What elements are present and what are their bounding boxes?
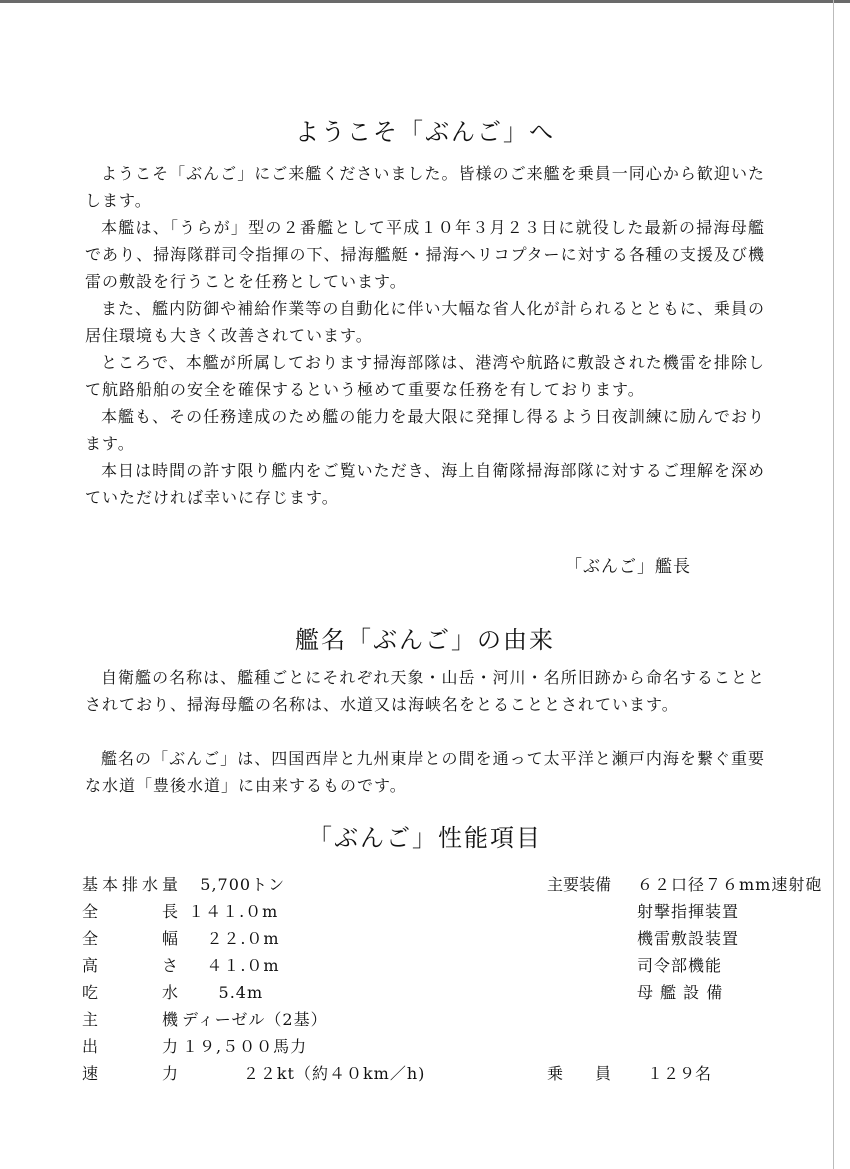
- welcome-paragraph: ところで、本艦が所属しております掃海部隊は、港湾や航路に敷設された機雷を排除して航路船舶の安全を確保するという極めて重要な任務を有しております。: [85, 353, 765, 399]
- spec-label: 吃水: [82, 983, 178, 1002]
- spec-label: 全幅: [82, 929, 178, 948]
- spec-label: 速力: [82, 1064, 178, 1083]
- welcome-paragraph: 本艦は、「うらが」型の２番艦として平成１０年３月２３日に就役した最新の掃海母艦であり、掃海隊群司令指揮の下、掃海艦艇・掃海ヘリコプターに対する各種の支援及び機雷の敷設を行うことを任務としています。: [85, 218, 765, 291]
- origin-title: 艦名「ぶんご」の由来: [295, 626, 555, 654]
- scan-top-edge: [0, 0, 850, 3]
- spec-label: 基本排水量: [82, 875, 178, 894]
- spec-value: ２２.０m: [182, 929, 280, 948]
- spec-value: １９,５００馬力: [182, 1037, 308, 1056]
- spec-label: 全長: [82, 902, 178, 921]
- spec-label: 出力: [82, 1037, 178, 1056]
- welcome-paragraph: 本艦も、その任務達成のため艦の能力を最大限に発揮し得るよう日夜訓練に励んでおります。: [85, 407, 765, 453]
- equipment-item: 射撃指揮装置: [637, 902, 740, 921]
- spec-value: ディーゼル（2基）: [182, 1010, 328, 1029]
- welcome-paragraph: 本日は時間の許す限り艦内をご覧いただき、海上自衛隊掃海部隊に対するご理解を深めていただければ幸いに存じます。: [85, 461, 765, 507]
- captain-signature: 「ぶんご」艦長: [565, 557, 691, 577]
- spec-value: ２２kt（約４０km／h): [182, 1064, 426, 1083]
- welcome-paragraph: また、艦内防御や補給作業等の自動化に伴い大幅な省人化が計られるとともに、乗員の居住環境も大きく改善されています。: [85, 299, 765, 345]
- spec-label: 主機: [82, 1010, 178, 1029]
- spec-value: 5,700トン: [182, 875, 286, 894]
- scan-right-edge: [833, 0, 834, 1169]
- equipment-label: 主要装備: [547, 875, 612, 894]
- crew-value: １２９名: [647, 1064, 712, 1083]
- equipment-item: 機雷敷設装置: [637, 929, 740, 948]
- spec-value: ４１.０m: [182, 956, 280, 975]
- welcome-title: ようこそ「ぶんご」へ: [295, 118, 555, 146]
- equipment-item: 母 艦 設 備: [637, 983, 724, 1002]
- spec-value: 5.4m: [182, 983, 264, 1002]
- welcome-paragraph: ようこそ「ぶんご」にご来艦くださいました。皆様のご来艦を乗員一同心から歓迎いたします。: [85, 164, 765, 210]
- crew-label: 乗 員: [547, 1064, 612, 1083]
- spec-label: 高さ: [82, 956, 178, 975]
- spec-value: １４１.０m: [182, 902, 279, 921]
- origin-paragraph: 自衛艦の名称は、艦種ごとにそれぞれ天象・山岳・河川・名所旧跡から命名することとされており、掃海母艦の名称は、水道又は海峡名をとることとされています。: [85, 668, 765, 714]
- origin-paragraph: 艦名の「ぶんご」は、四国西岸と九州東岸との間を通って太平洋と瀬戸内海を繋ぐ重要な水道「豊後水道」に由来するものです。: [85, 749, 765, 795]
- specs-title: 「ぶんご」性能項目: [308, 824, 542, 852]
- equipment-item: ６２口径７６mm速射砲: [637, 875, 823, 894]
- equipment-item: 司令部機能: [637, 956, 723, 975]
